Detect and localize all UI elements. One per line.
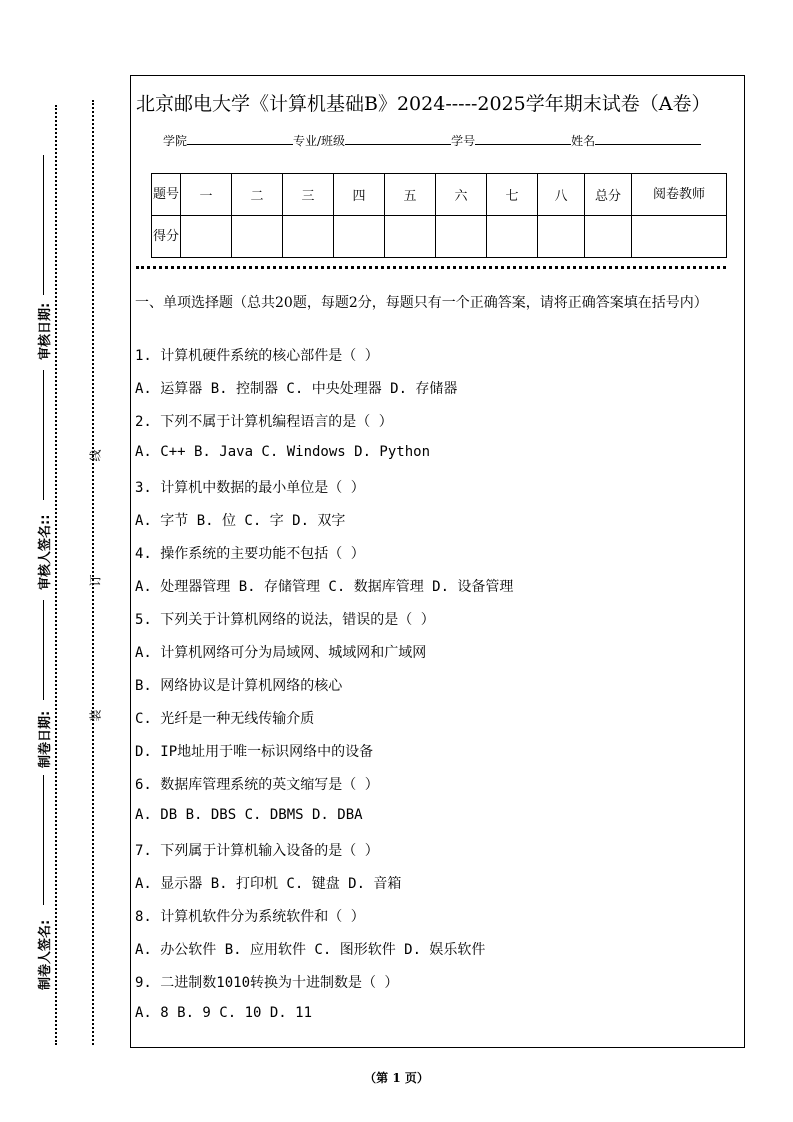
- maker-date-label: 制卷日期:: [38, 710, 53, 768]
- page-number: （第 1 页）: [364, 1071, 429, 1085]
- major-label: 专业/班级: [293, 134, 346, 148]
- question-5-option-c: C. 光纤是一种无线传输介质: [135, 711, 315, 727]
- score-col-4: 四: [334, 174, 385, 216]
- college-label: 学院: [163, 134, 188, 148]
- question-8: 8. 计算机软件分为系统软件和（ ）: [135, 909, 365, 925]
- question-5-option-a: A. 计算机网络可分为局域网、城域网和广域网: [135, 645, 427, 661]
- question-6: 6. 数据库管理系统的英文缩写是（ ）: [135, 777, 379, 793]
- question-7-options: A. 显示器 B. 打印机 C. 键盘 D. 音箱: [135, 876, 402, 892]
- score-col-8: 八: [538, 174, 585, 216]
- score-cell[interactable]: [538, 216, 585, 258]
- question-6-options: A. DB B. DBS C. DBMS D. DBA: [135, 807, 363, 823]
- score-cell[interactable]: [585, 216, 632, 258]
- section-heading: 一、单项选择题（总共20题，每题2分，每题只有一个正确答案，请将正确答案填在括号内）: [135, 295, 708, 311]
- question-1: 1. 计算机硬件系统的核心部件是（ ）: [135, 348, 379, 364]
- question-5: 5. 下列关于计算机网络的说法，错误的是（ ）: [135, 612, 435, 628]
- college-field[interactable]: [187, 133, 293, 145]
- score-col-5: 五: [385, 174, 436, 216]
- reviewer-sign-line: [43, 370, 44, 500]
- score-cell[interactable]: [385, 216, 436, 258]
- binding-char-ding: 订: [88, 574, 103, 587]
- question-9: 9. 二进制数1010转换为十进制数是（ ）: [135, 975, 399, 991]
- reviewer-sign-label: 审核人签名::: [38, 514, 53, 590]
- reviewer-date-line: [43, 155, 44, 295]
- maker-sign-line: [43, 775, 44, 905]
- exam-title: 北京邮电大学《计算机基础B》2024-----2025学年期末试卷（A卷）: [136, 93, 711, 115]
- header-separator: [136, 266, 726, 269]
- question-3-options: A. 字节 B. 位 C. 字 D. 双字: [135, 513, 346, 529]
- question-2: 2. 下列不属于计算机编程语言的是（ ）: [135, 414, 393, 430]
- question-5-option-d: D. IP地址用于唯一标识网络中的设备: [135, 744, 374, 760]
- question-5-option-b: B. 网络协议是计算机网络的核心: [135, 678, 343, 694]
- question-4: 4. 操作系统的主要功能不包括（ ）: [135, 546, 365, 562]
- score-cell[interactable]: [181, 216, 232, 258]
- question-4-options: A. 处理器管理 B. 存储管理 C. 数据库管理 D. 设备管理: [135, 579, 514, 595]
- score-cell[interactable]: [436, 216, 487, 258]
- score-cell[interactable]: [283, 216, 334, 258]
- question-7: 7. 下列属于计算机输入设备的是（ ）: [135, 843, 379, 859]
- score-col-grader: 阅卷教师: [632, 174, 727, 216]
- maker-date-line: [43, 600, 44, 700]
- score-col-total: 总分: [585, 174, 632, 216]
- score-col-1: 一: [181, 174, 232, 216]
- score-cell[interactable]: [632, 216, 727, 258]
- score-col-6: 六: [436, 174, 487, 216]
- id-field[interactable]: [475, 133, 571, 145]
- reviewer-date-label: 审核日期:: [38, 302, 53, 360]
- question-1-options: A. 运算器 B. 控制器 C. 中央处理器 D. 存储器: [135, 381, 458, 397]
- score-cell[interactable]: [487, 216, 538, 258]
- binding-char-zhuang: 装: [88, 709, 103, 722]
- binding-dotted-line-inner: [92, 100, 94, 1045]
- score-cell[interactable]: [232, 216, 283, 258]
- question-8-options: A. 办公软件 B. 应用软件 C. 图形软件 D. 娱乐软件: [135, 942, 486, 958]
- major-field[interactable]: [345, 133, 451, 145]
- score-row-label-score: 得分: [152, 216, 181, 258]
- score-col-2: 二: [232, 174, 283, 216]
- score-col-7: 七: [487, 174, 538, 216]
- question-2-options: A. C++ B. Java C. Windows D. Python: [135, 444, 431, 460]
- question-9-options: A. 8 B. 9 C. 10 D. 11: [135, 1005, 313, 1021]
- id-label: 学号: [451, 134, 476, 148]
- score-cell[interactable]: [334, 216, 385, 258]
- maker-sign-label: 制卷人签名:: [38, 919, 53, 990]
- binding-dotted-line-outer: [55, 105, 57, 1045]
- name-label: 姓名: [571, 134, 596, 148]
- score-row-label-number: 题号: [152, 174, 181, 216]
- score-col-3: 三: [283, 174, 334, 216]
- student-info-row: [163, 132, 701, 149]
- name-field[interactable]: [595, 133, 701, 145]
- score-table: [151, 173, 727, 258]
- question-3: 3. 计算机中数据的最小单位是（ ）: [135, 480, 365, 496]
- binding-char-xian: 线: [88, 449, 103, 462]
